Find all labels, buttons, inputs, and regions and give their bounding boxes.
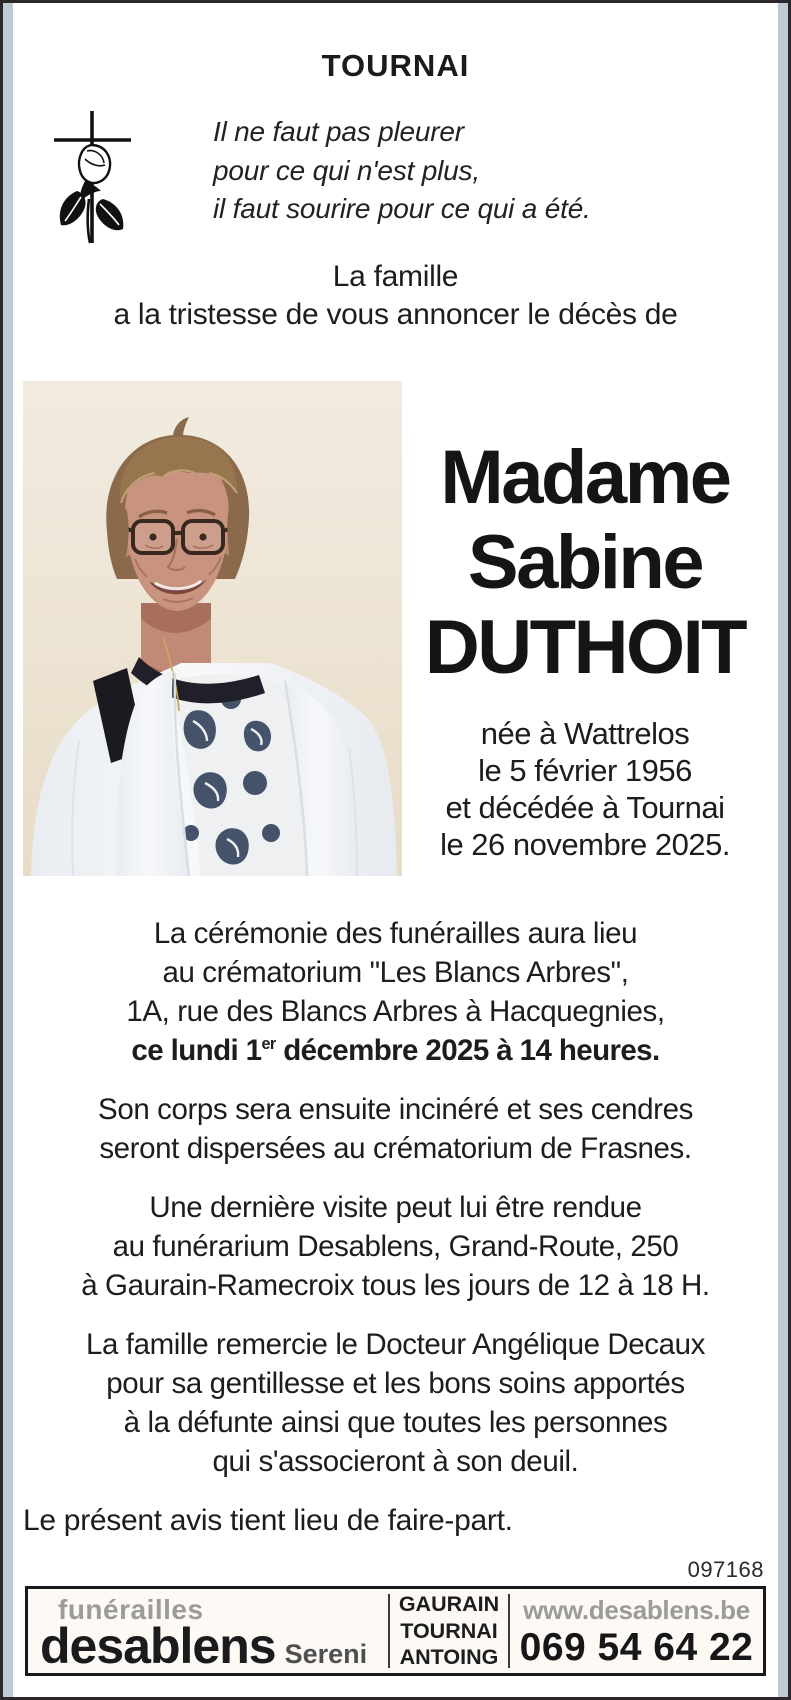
vitals-line: née à Wattrelos bbox=[480, 716, 690, 751]
branch-city: TOURNAI bbox=[400, 1618, 498, 1643]
funeral-home-banner bbox=[25, 1586, 766, 1676]
quote-line: il faut sourire pour ce qui a été. bbox=[213, 193, 591, 224]
visit-line: à Gaurain-Ramecroix tous les jours de 12 à 18 H. bbox=[81, 1269, 710, 1302]
branch-city: ANTOING bbox=[399, 1645, 499, 1670]
cremation-paragraph bbox=[16, 1090, 775, 1168]
birth-death-details bbox=[440, 715, 730, 863]
deceased-first-name: Sabine bbox=[467, 520, 703, 605]
vitals-line: le 5 février 1956 bbox=[478, 753, 692, 788]
vitals-line: le 26 novembre 2025. bbox=[440, 827, 730, 862]
website-url: www.desablens.be bbox=[523, 1594, 750, 1625]
cremation-line: Son corps sera ensuite incinéré et ses cendres bbox=[98, 1093, 693, 1126]
branch-city: GAURAIN bbox=[398, 1592, 500, 1617]
right-accent-strip bbox=[778, 3, 788, 1697]
ceremony-datetime-prefix: ce lundi 1 bbox=[131, 1034, 262, 1067]
city-title: TOURNAI bbox=[321, 48, 470, 83]
thanks-line: pour sa gentillesse et les bons soins apportés bbox=[106, 1367, 685, 1400]
contact-info bbox=[510, 1589, 763, 1673]
ceremony-line: 1A, rue des Blancs Arbres à Hacquegnies, bbox=[126, 995, 665, 1028]
deceased-last-name: DUTHOIT bbox=[424, 605, 746, 690]
thanks-line: à la défunte ainsi que toutes les personnes bbox=[123, 1406, 668, 1439]
thanks-paragraph bbox=[16, 1325, 775, 1481]
quote-line: Il ne faut pas pleurer bbox=[213, 116, 464, 147]
brand-tagline: funérailles bbox=[58, 1594, 204, 1625]
brand-subname: Sereni bbox=[284, 1639, 368, 1669]
ceremony-datetime-suffix: décembre 2025 à 14 heures. bbox=[275, 1034, 660, 1067]
brand-name-row bbox=[40, 1620, 388, 1672]
ordinal-superscript: er bbox=[261, 1035, 276, 1054]
visit-line: au funérarium Desablens, Grand-Route, 250 bbox=[112, 1230, 679, 1263]
funeral-home-brand bbox=[28, 1589, 388, 1673]
ceremony-line: La cérémonie des funérailles aura lieu bbox=[153, 917, 638, 950]
brand-name: desablens bbox=[40, 1618, 276, 1674]
ceremony-line: au crématorium "Les Blancs Arbres", bbox=[162, 956, 629, 989]
portrait-photo bbox=[23, 381, 402, 876]
thanks-line: qui s'associeront à son deuil. bbox=[212, 1445, 579, 1478]
thanks-line: La famille remercie le Docteur Angélique Decaux bbox=[85, 1328, 706, 1361]
intro-line: a la tristesse de vous annoncer le décès de bbox=[113, 298, 678, 331]
intro-line: La famille bbox=[332, 260, 459, 293]
visit-line: Une dernière visite peut lui être rendue bbox=[149, 1191, 642, 1224]
visit-paragraph bbox=[16, 1188, 775, 1305]
left-accent-strip bbox=[3, 3, 13, 1697]
ceremony-datetime-line bbox=[16, 1031, 775, 1070]
deceased-info-column bbox=[403, 381, 767, 876]
deceased-title: Madame bbox=[440, 435, 730, 520]
faire-part-notice: Le présent avis tient lieu de faire-part. bbox=[23, 1504, 513, 1537]
reference-number: 097168 bbox=[687, 1557, 764, 1582]
ceremony-paragraph bbox=[16, 914, 775, 1070]
vitals-line: et décédée à Tournai bbox=[445, 790, 725, 825]
branch-cities bbox=[390, 1589, 508, 1673]
cremation-line: seront dispersées au crématorium de Frasnes. bbox=[99, 1132, 692, 1165]
memorial-quote bbox=[213, 113, 591, 229]
quote-line: pour ce qui n'est plus, bbox=[213, 154, 480, 186]
announcement-intro bbox=[16, 258, 775, 334]
deceased-name bbox=[425, 435, 745, 690]
cross-with-rose-icon bbox=[47, 103, 139, 254]
phone-number: 069 54 64 22 bbox=[519, 1625, 754, 1669]
